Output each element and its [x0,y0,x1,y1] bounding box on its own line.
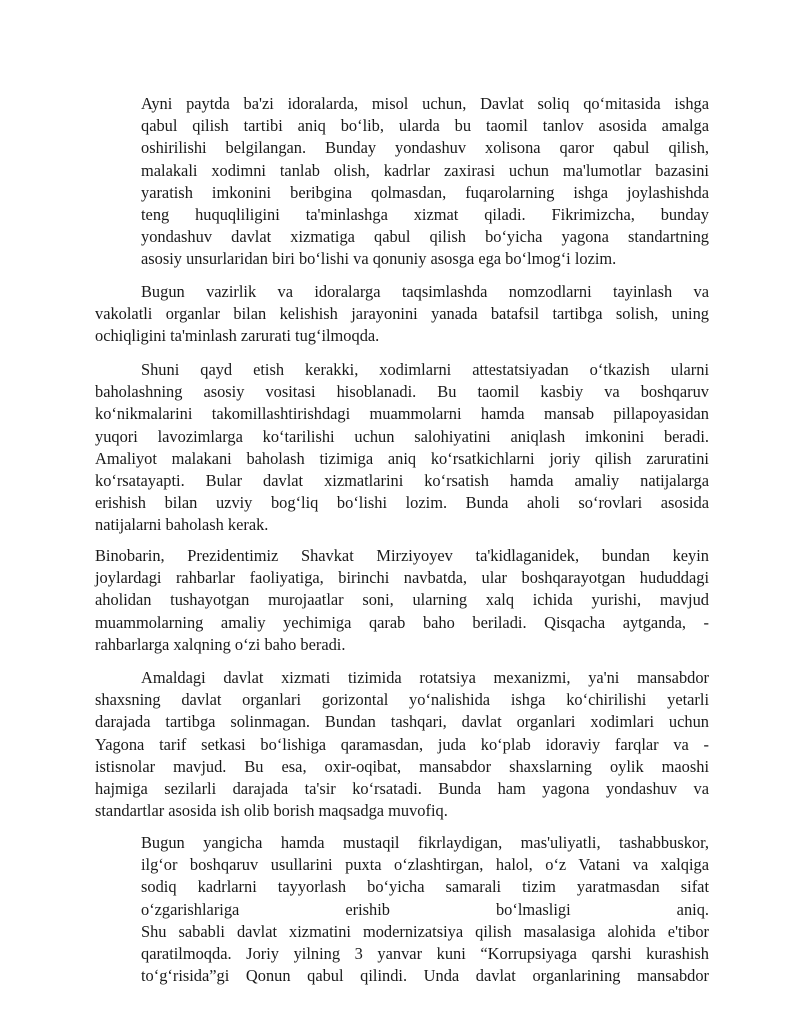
paragraph-6 [141,832,709,987]
text-line: Ayni paytda ba'zi idoralarda, misol uchun, Davlat soliq qo‘mitasida ishga [141,94,709,113]
paragraph-2 [95,281,709,348]
text-line: sodiq kadrlarni tayyorlash bo‘yicha samarali tizim yaratmasdan sifat [141,877,709,897]
text-line: asosiy unsurlaridan biri bo‘lishi va qonuniy asosga ega bo‘lmog‘i lozim. [141,249,617,269]
text-line: standartlar asosida ish olib borish maqsadga muvofiq. [95,801,448,821]
text-line: aholidan tushayotgan murojaatlar soni, ularning xalq ichida yurishi, mavjud [95,590,709,610]
text-line: ilg‘or boshqaruv usullarini puxta o‘zlashtirgan, halol, o‘z Vatani va xalqiga [141,855,709,875]
text-line: Amaliyot malakani baholash tizimiga aniq ko‘rsatkichlarni joriy qilish zaruratini [95,448,709,468]
text-line: ko‘rsatayapti. Bular davlat xizmatlarini ko‘rsatish hamda amaliy natijalarga [95,470,709,490]
text-line: Binobarin, Prezidentimiz Shavkat Mirziyoyev ta'kidlaganidek, bundan keyin [95,546,709,565]
paragraph-4 [95,545,709,656]
paragraph-3 [95,359,709,537]
text-line: Yagona tarif setkasi bo‘lishiga qaramasdan, juda ko‘plab idoraviy farqlar va - [95,734,709,754]
text-line: Shuni qayd etish kerakki, xodimlarni attestatsiyadan o‘tkazish ularni [141,360,709,379]
text-line: rahbarlarga xalqning o‘zi baho beradi. [95,634,346,654]
text-line: ochiqligini ta'minlash zarurati tug‘ilmoqda. [95,326,380,346]
paragraph-5 [95,667,709,822]
text-line: erishish bilan uzviy bog‘liq bo‘lishi lozim. Bunda aholi so‘rovlari asosida [95,493,709,513]
text-line: joylardagi rahbarlar faoliyatiga, birinchi navbatda, ular boshqarayotgan hududdagi [95,568,709,588]
text-line: Shu sababli davlat xizmatini modernizatsiya qilish masalasiga alohida e'tibor [141,921,709,941]
text-line: yondashuv davlat xizmatiga qabul qilish bo‘yicha yagona standartning [141,227,709,247]
text-line: yuqori lavozimlarga ko‘tarilishi uchun salohiyatini aniqlash imkonini beradi. [95,426,709,446]
text-line: Bugun yangicha hamda mustaqil fikrlaydigan, mas'uliyatli, tashabbuskor, [141,833,709,852]
text-line: oshirilishi belgilangan. Bunday yondashuv xolisona qaror qabul qilish, [141,138,709,158]
text-line: teng huquqliligini ta'minlashga xizmat qiladi. Fikrimizcha, bunday [141,204,709,224]
text-line: baholashning asosiy vositasi hisoblanadi. Bu taomil kasbiy va boshqaruv [95,382,709,402]
text-line: o‘zgarishlariga erishib bo‘lmasligi aniq. [141,899,709,919]
paragraph-1 [141,93,709,271]
text-line: Amaldagi davlat xizmati tizimida rotatsiya mexanizmi, ya'ni mansabdor [141,668,709,687]
text-line: ko‘nikmalarini takomillashtirishdagi muammolarni hamda mansab pillapoyasidan [95,404,709,424]
text-line: natijalarni baholash kerak. [95,515,269,535]
text-line: vakolatli organlar bilan kelishish jarayonini yanada batafsil tartibga solish, uning [95,304,709,324]
text-line: malakali xodimni tanlab olish, kadrlar zaxirasi uchun ma'lumotlar bazasini [141,160,709,180]
text-line: Bugun vazirlik va idoralarga taqsimlashda nomzodlarni tayinlash va [141,282,709,301]
text-line: yaratish imkonini beribgina qolmasdan, fuqarolarning ishga joylashishda [141,182,709,202]
text-line: hajmiga sezilarli darajada ta'sir ko‘rsatadi. Bunda ham yagona yondashuv va [95,778,709,798]
text-line: darajada tartibga solinmagan. Bundan tashqari, davlat organlari xodimlari uchun [95,712,709,732]
text-line: muammolarning amaliy yechimiga qarab baho beriladi. Qisqacha aytganda, - [95,612,709,632]
text-line: to‘g‘risida”gi Qonun qabul qilindi. Unda davlat organlarining mansabdor [141,966,709,986]
text-line: qabul qilish tartibi aniq bo‘lib, ularda bu taomil tanlov asosida amalga [141,116,709,136]
text-line: qaratilmoqda. Joriy yilning 3 yanvar kuni “Korrupsiyaga qarshi kurashish [141,943,709,963]
text-line: istisnolar mavjud. Bu esa, oxir-oqibat, mansabdor shaxslarning oylik maoshi [95,756,709,776]
text-line: shaxsning davlat organlari gorizontal yo‘nalishida ishga ko‘chirilishi yetarli [95,690,709,710]
